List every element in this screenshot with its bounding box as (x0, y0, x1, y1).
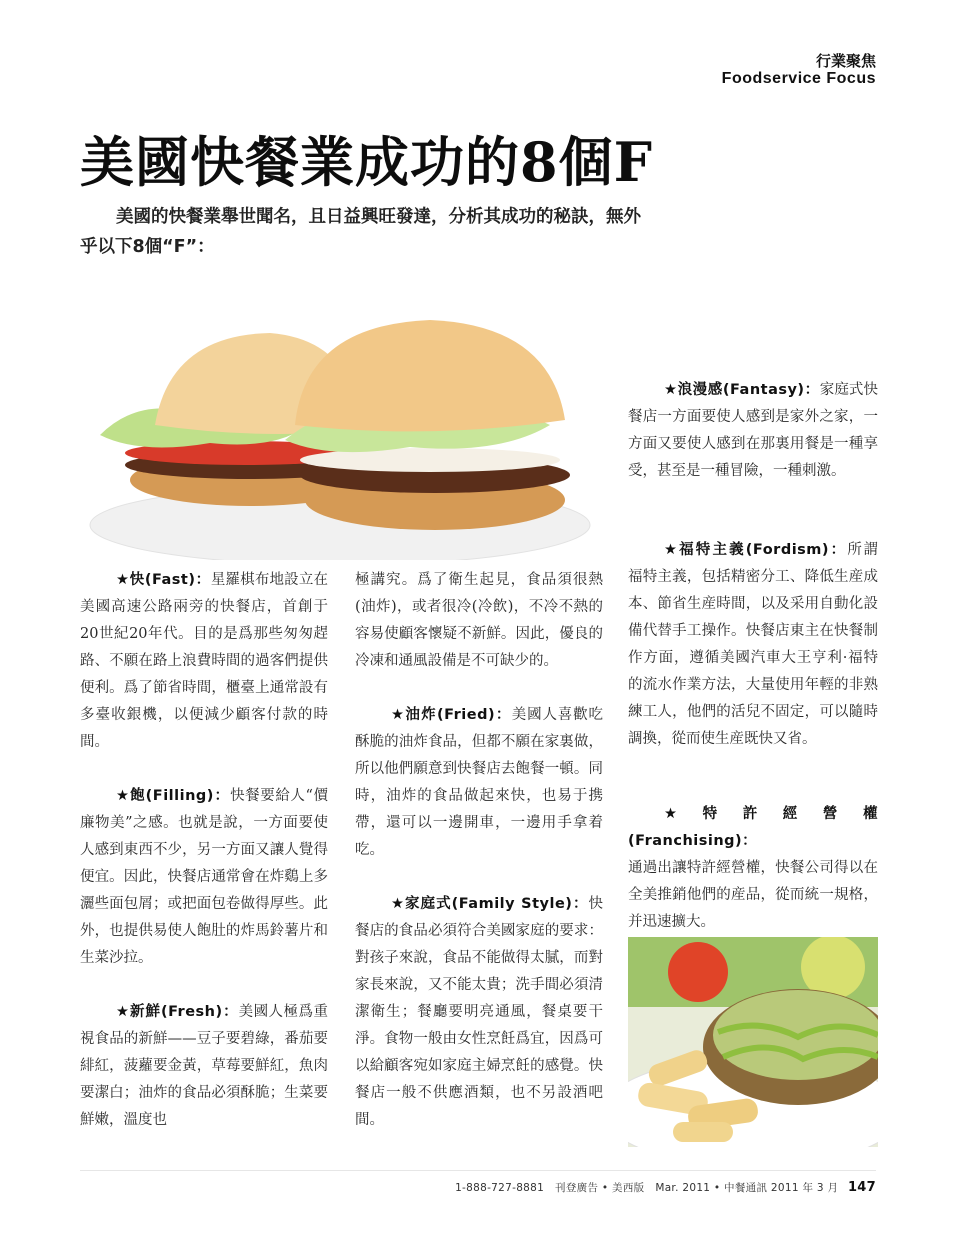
section-label-zh: 行業聚焦 (815, 52, 876, 70)
page-number: 147 (847, 1180, 876, 1195)
section-heading: ★浪漫感(Fantasy)： (664, 382, 820, 398)
section-label-en: Foodservice Focus (721, 70, 876, 87)
section-heading: ★新鮮(Fresh)： (116, 1004, 239, 1020)
section-body: 星羅棋布地設立在美國高速公路兩旁的快餐店，首創于20世紀20年代。目的是爲那些匆匆趕路、不願在路上浪費時間的過客們提供便利。爲了節省時間，櫃臺上通常設有多臺收銀機，以便減少顧客付款的時間。 (80, 572, 329, 750)
column-1 (80, 567, 328, 1134)
section-body: 極講究。爲了衛生起見，食品須很熱(油炸)，或者很冷(冷飲)，不冷不熱的容易使顧客懷疑不新鮮。因此，優良的冷凍和通風設備是不可缺少的。 (355, 572, 603, 669)
section-heading: ★快(Fast)： (116, 572, 211, 588)
section-fried (355, 702, 603, 864)
footer-issue: Mar. 2011 • 中餐通訊 2011 年 3 月 (655, 1182, 839, 1194)
section-fordism (628, 537, 878, 753)
section-body: 快餐店的食品必須符合美國家庭的要求：對孩子來說，食品不能做得太膩，而對家長來說，又不能太貴；洗手間必須清潔衛生；餐廳要明亮通風，餐桌要干淨。食物一般由女性烹飪爲宜，因爲可以給顧客宛如家庭主婦烹飪的感覺。快餐店一般不供應酒類，也不另設酒吧間。 (355, 896, 603, 1128)
section-heading: ★福特主義(Fordism)： (664, 542, 848, 558)
column-2 (355, 567, 603, 1134)
burger-photo (80, 315, 603, 560)
section-body: 所謂福特主義，包括精密分工、降低生産成本、節省生産時間，以及采用自動化設備代替手工操作。快餐店東主在快餐制作方面，遵循美國汽車大王亨利·福特的流水作業方法，大量使用年輕的非熟練工人，他們的活兒不固定，可以隨時調換，從而使生産既快又省。 (628, 542, 878, 747)
burger-fries-photo (628, 937, 878, 1147)
section-body: 通過出讓特許經營權，快餐公司得以在全美推銷他們的産品，從而統一規格，并迅速擴大。 (628, 860, 878, 930)
section-heading: ★油炸(Fried)： (391, 707, 512, 723)
section-body: 美國人喜歡吃酥脆的油炸食品，但都不願在家裏做，所以他們願意到快餐店去飽餐一頓。同時，油炸的食品做起來快，也易于携帶，還可以一邊開車，一邊用手拿着吃。 (355, 707, 603, 858)
section-body: 快餐要給人“價廉物美”之感。也就是說，一方面要使人感到東西不少，另一方面又讓人覺得便宜。因此，快餐店通常會在炸鷄上多灑些面包屑；或把面包卷做得厚些。此外，也提供易使人飽肚的炸馬鈴薯片和生菜沙拉。 (80, 788, 328, 966)
section-heading: ★特許經營權(Franchising)： (628, 806, 878, 849)
section-heading: ★家庭式(Family Style)： (391, 896, 589, 912)
section-body: 美國人極爲重視食品的新鮮——豆子要碧綠，番茄要緋紅，菠蘿要金黃，草莓要鮮紅，魚肉要潔白；油炸的食品必須酥脆；生菜要鮮嫩，溫度也 (80, 1004, 329, 1128)
footer-rule (80, 1170, 876, 1171)
page-footer (80, 1180, 876, 1195)
section-fresh-continued (355, 567, 603, 675)
section-fantasy (628, 377, 878, 485)
section-family-style (355, 891, 603, 1134)
section-body: 家庭式快餐店一方面要使人感到是家外之家，一方面又要使人感到在那裏用餐是一種享受，甚至是一種冒險，一種刺激。 (628, 382, 879, 479)
section-franchising (628, 801, 878, 936)
lede-paragraph: 美國的快餐業舉世聞名，且日益興旺發達，分析其成功的秘訣，無外乎以下8個“F”： (80, 207, 641, 257)
footer-phone: 1-888-727-8881 (455, 1182, 545, 1194)
section-heading: ★飽(Filling)： (116, 788, 231, 804)
footer-ad-line: 刊登廣告 • 美西版 (555, 1182, 645, 1194)
page-title: 美國快餐業成功的8個F (80, 130, 653, 194)
section-fast (80, 567, 328, 756)
section-fresh (80, 999, 328, 1134)
section-filling (80, 783, 328, 972)
